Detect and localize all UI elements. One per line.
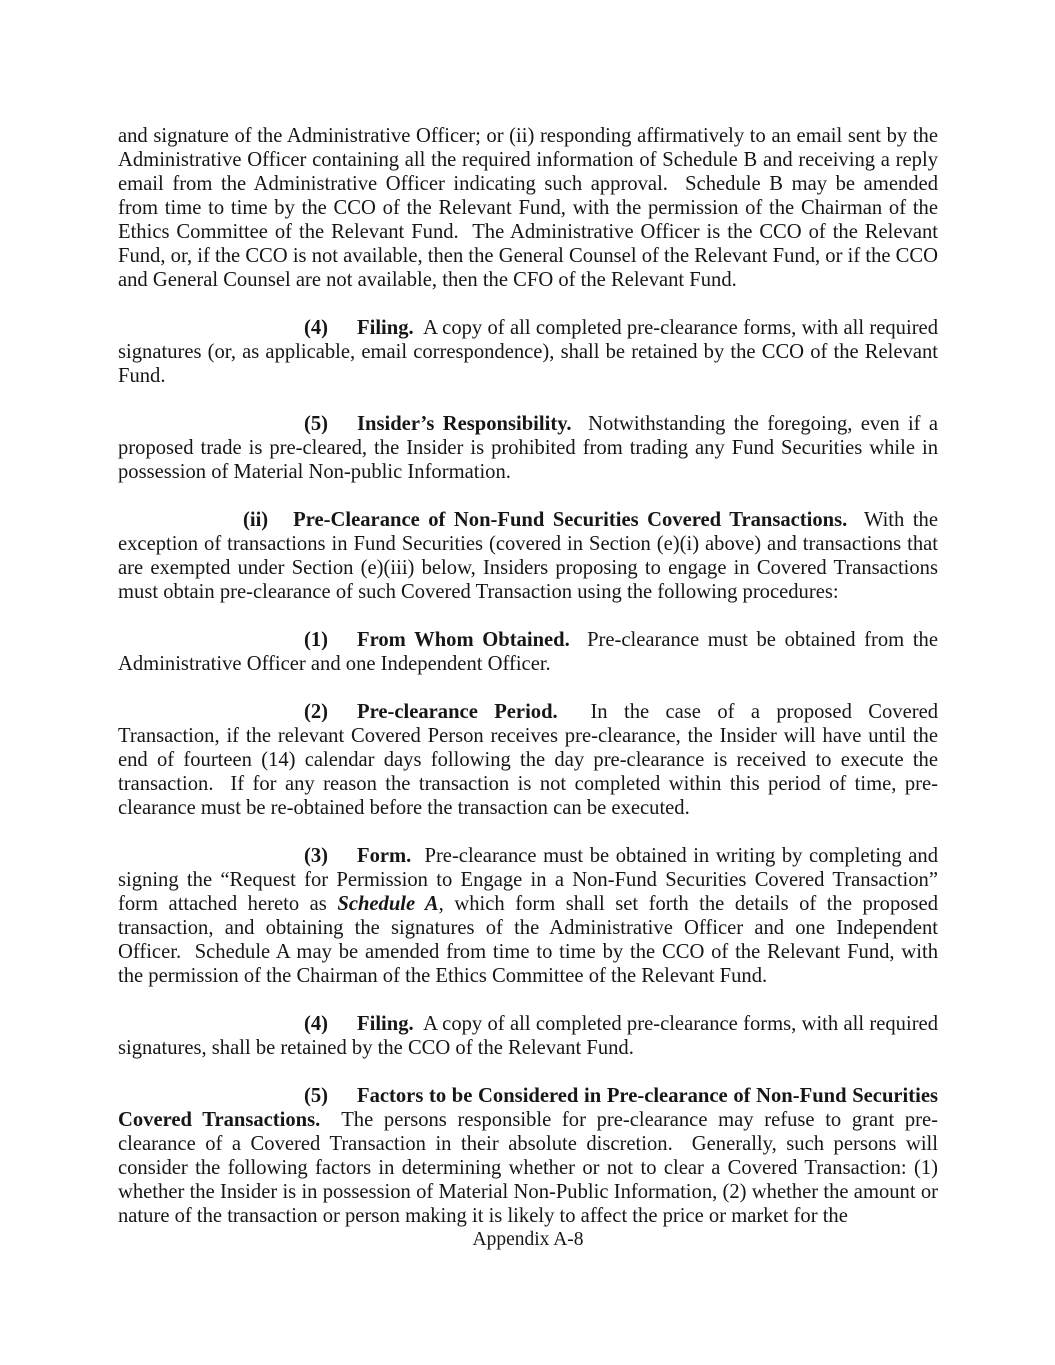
text-run: Insider’s Responsibility. — [357, 413, 572, 435]
text-run: (2) — [304, 701, 329, 723]
paragraph-list — [118, 124, 938, 1228]
text-run: Pre-clearance must be obtained in writing by completing and signing the “Request for Permission to Engage in a Non-Fund Securities Covered Transaction” form attached hereto as — [118, 845, 938, 915]
paragraph — [118, 316, 938, 388]
page-footer: Appendix A-8 — [472, 1229, 584, 1250]
text-run: and signature of the Administrative Officer; or (ii) responding affirmatively to an email sent by the Administrative Officer containing all the required information of Schedule B and receiving a reply email from the Administrative Officer indicating such approval. Schedule B may be amended from time to time by the CCO of the Relevant Fund, with the permission of the Chairman of the Ethics Committee of the Relevant Fund. The Administrative Officer is the CCO of the Relevant Fund, or, if the CCO is not available, then the General Counsel of the Relevant Fund, or if the CCO and General Counsel are not available, then the CFO of the Relevant Fund. — [118, 125, 938, 291]
paragraph — [118, 412, 938, 484]
paragraph — [118, 1012, 938, 1060]
text-run: (1) — [304, 629, 329, 651]
paragraph — [118, 844, 938, 988]
paragraph — [118, 124, 938, 292]
text-run: Pre-clearance Period. — [357, 701, 558, 723]
text-run: , which form shall set forth the details of the proposed transaction, and obtaining the signatures of the Administrative Officer and one Independent Officer. Schedule A may be amended from time to time by the CCO of the Relevant Fund, with the permission of the Chairman of the Ethics Committee of the Relevant Fund. — [118, 893, 938, 987]
paragraph — [118, 1084, 938, 1228]
text-run: With the exception of transactions in Fund Securities (covered in Section (e)(i) above) and transactions that are exempted under Section (e)(iii) below, Insiders proposing to engage in Covered Transactions must obtain pre-clearance of such Covered Transaction using the following procedures: — [118, 509, 938, 603]
text-run: Pre-clearance must be obtained from the Administrative Officer and one Independent Officer. — [118, 629, 938, 675]
text-run: (4) — [304, 1013, 329, 1035]
text-run: (5) — [304, 413, 329, 435]
document-content — [118, 124, 938, 1252]
text-run: (4) — [304, 317, 329, 339]
text-run: Notwithstanding the foregoing, even if a proposed trade is pre-cleared, the Insider is prohibited from trading any Fund Securities while in possession of Material Non-public Information. — [118, 413, 938, 483]
text-run: In the case of a proposed Covered Transaction, if the relevant Covered Person receives pre-clearance, the Insider will have until the end of fourteen (14) calendar days following the day pre-clearance is received to execute the transaction. If for any reason the transaction is not completed within this period of time, pre-clearance must be re-obtained before the transaction can be executed. — [118, 701, 939, 819]
text-run: Filing. — [357, 317, 414, 339]
text-run: Form. — [357, 845, 412, 867]
text-run: (ii) — [243, 509, 269, 531]
text-run: (5) — [304, 1085, 329, 1107]
text-run: Factors to be Considered in Pre-clearance of Non-Fund Securities Covered Transactions. — [118, 1085, 938, 1131]
text-run: From Whom Obtained. — [357, 629, 570, 651]
paragraph — [118, 508, 938, 604]
text-run: Pre-Clearance of Non-Fund Securities Covered Transactions. — [293, 509, 848, 531]
text-run: The persons responsible for pre-clearance may refuse to grant pre-clearance of a Covered Transaction in their absolute discretion. Generally, such persons will consider the following factors in determining whether or not to clear a Covered Transaction: (1) whether the Insider is in possession of Material Non-Public Information, (2) whether the amount or nature of the transaction or person making it is likely to affect the price or market for the — [118, 1109, 938, 1227]
text-run: (3) — [304, 845, 329, 867]
text-run: Schedule A — [337, 893, 439, 915]
text-run: Filing. — [357, 1013, 414, 1035]
paragraph — [118, 700, 938, 820]
text-run: A copy of all completed pre-clearance forms, with all required signatures (or, as applicable, email correspondence), shall be retained by the CCO of the Relevant Fund. — [118, 317, 938, 387]
paragraph — [118, 628, 938, 676]
text-run: A copy of all completed pre-clearance forms, with all required signatures, shall be retained by the CCO of the Relevant Fund. — [118, 1013, 938, 1059]
